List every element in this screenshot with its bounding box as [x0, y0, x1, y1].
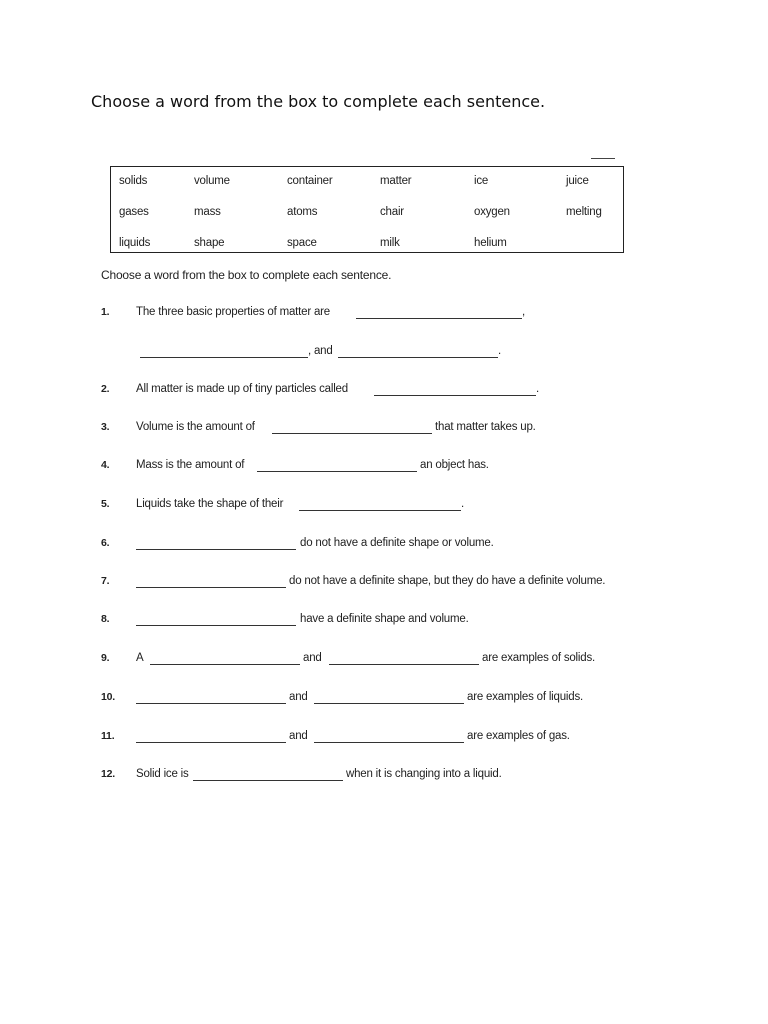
question-number: 11. — [101, 730, 115, 742]
answer-blank[interactable] — [257, 459, 417, 472]
word-bank-word: mass — [194, 206, 221, 218]
question-text: , — [522, 306, 525, 318]
word-bank-word: oxygen — [474, 206, 510, 218]
answer-blank[interactable] — [314, 730, 464, 743]
answer-blank[interactable] — [338, 345, 498, 358]
question-12 — [0, 768, 768, 788]
question-text: do not have a definite shape, but they do have a definite volume. — [289, 575, 606, 587]
word-bank-word: milk — [380, 237, 400, 249]
question-text: . — [498, 345, 501, 357]
question-text: are examples of solids. — [482, 652, 596, 664]
question-number: 9. — [101, 652, 110, 664]
question-text: . — [536, 383, 539, 395]
question-11 — [0, 730, 768, 750]
word-bank-word: solids — [119, 175, 148, 187]
answer-blank[interactable] — [140, 345, 308, 358]
question-text: an object has. — [420, 459, 489, 471]
question-text: , and — [308, 345, 333, 357]
question-8 — [0, 613, 768, 633]
question-text: and — [289, 691, 308, 703]
question-1-continued — [0, 345, 768, 365]
question-text: . — [461, 498, 464, 510]
question-number: 5. — [101, 498, 110, 510]
answer-blank[interactable] — [136, 575, 286, 588]
question-text: are examples of liquids. — [467, 691, 584, 703]
question-text: Solid ice is — [136, 768, 189, 780]
answer-blank[interactable] — [150, 652, 300, 665]
question-text: and — [289, 730, 308, 742]
question-number: 7. — [101, 575, 110, 587]
word-bank-word: melting — [566, 206, 602, 218]
word-bank-word: shape — [194, 237, 225, 249]
question-text: The three basic properties of matter are — [136, 306, 330, 318]
answer-blank[interactable] — [136, 691, 286, 704]
question-7 — [0, 575, 768, 595]
question-number: 10. — [101, 691, 115, 703]
word-bank-word: juice — [566, 175, 589, 187]
question-4 — [0, 459, 768, 479]
answer-blank[interactable] — [314, 691, 464, 704]
question-3 — [0, 421, 768, 441]
question-number: 6. — [101, 537, 110, 549]
page-heading: Choose a word from the box to complete each sentence. — [91, 92, 546, 111]
question-text: have a definite shape and volume. — [300, 613, 469, 625]
answer-blank[interactable] — [136, 613, 296, 626]
question-text: that matter takes up. — [435, 421, 536, 433]
instruction-text: Choose a word from the box to complete each sentence. — [101, 268, 392, 282]
answer-blank[interactable] — [193, 768, 343, 781]
question-number: 2. — [101, 383, 110, 395]
question-10 — [0, 691, 768, 711]
question-number: 4. — [101, 459, 110, 471]
word-bank-word: helium — [474, 237, 507, 249]
answer-blank[interactable] — [374, 383, 536, 396]
word-bank-word: liquids — [119, 237, 151, 249]
question-2 — [0, 383, 768, 403]
answer-blank[interactable] — [299, 498, 461, 511]
answer-blank[interactable] — [329, 652, 479, 665]
word-bank-word: chair — [380, 206, 404, 218]
word-bank-box — [110, 166, 624, 253]
word-bank-word: matter — [380, 175, 412, 187]
question-text: when it is changing into a liquid. — [346, 768, 502, 780]
question-5 — [0, 498, 768, 518]
question-text: Mass is the amount of — [136, 459, 245, 471]
word-bank-word: ice — [474, 175, 489, 187]
word-bank-word: gases — [119, 206, 149, 218]
question-text: A — [136, 652, 144, 664]
answer-blank[interactable] — [272, 421, 432, 434]
question-6 — [0, 537, 768, 557]
question-number: 3. — [101, 421, 110, 433]
question-number: 8. — [101, 613, 110, 625]
word-bank-word: volume — [194, 175, 230, 187]
word-bank-word: atoms — [287, 206, 318, 218]
word-bank-word: container — [287, 175, 333, 187]
answer-blank[interactable] — [136, 730, 286, 743]
question-text: and — [303, 652, 322, 664]
question-text: are examples of gas. — [467, 730, 570, 742]
question-9 — [0, 652, 768, 672]
word-bank-word: space — [287, 237, 317, 249]
question-text: Volume is the amount of — [136, 421, 255, 433]
question-text: All matter is made up of tiny particles called — [136, 383, 348, 395]
question-text: do not have a definite shape or volume. — [300, 537, 494, 549]
question-text: Liquids take the shape of their — [136, 498, 284, 510]
decorative-line — [591, 158, 615, 159]
question-number: 12. — [101, 768, 115, 780]
question-1 — [0, 306, 768, 326]
answer-blank[interactable] — [356, 306, 522, 319]
answer-blank[interactable] — [136, 537, 296, 550]
question-number: 1. — [101, 306, 110, 318]
